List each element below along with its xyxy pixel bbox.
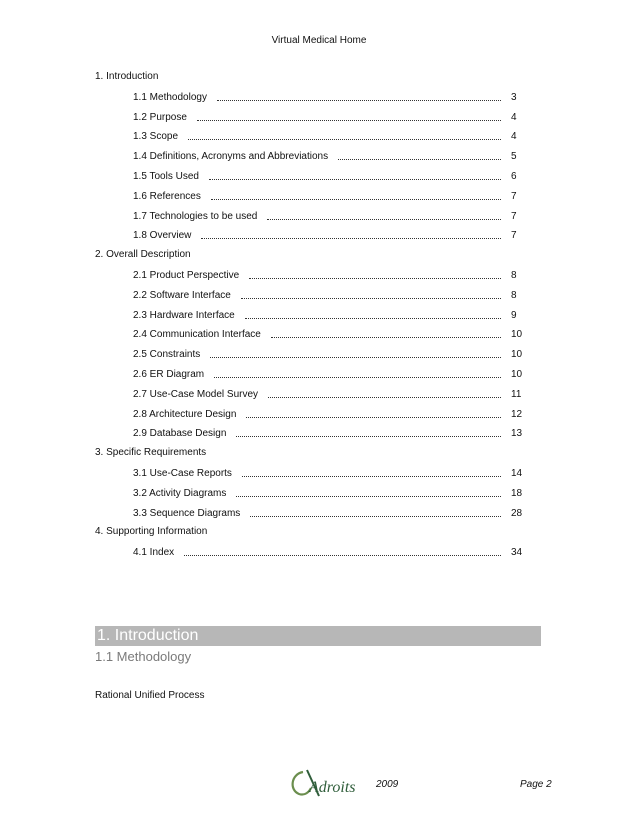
toc-entry[interactable] <box>133 505 529 519</box>
adroits-logo <box>285 766 365 802</box>
toc-entry-label: 2.3 Hardware Interface <box>133 309 235 321</box>
toc-dot-leader <box>249 278 501 279</box>
logo-text: Adroits <box>309 779 356 796</box>
toc-dot-leader <box>268 397 501 398</box>
toc-entry[interactable] <box>133 425 529 439</box>
toc-dot-leader <box>188 139 501 140</box>
toc-entry-page: 12 <box>511 408 523 420</box>
toc-entry-label: 2.5 Constraints <box>133 349 201 361</box>
toc-dot-leader <box>236 496 501 497</box>
toc-entry-page: 8 <box>511 270 517 281</box>
toc-entry[interactable] <box>133 326 529 340</box>
toc-entry-page: 6 <box>511 171 517 182</box>
toc-entry-page: 4 <box>511 131 517 143</box>
toc-entry-page: 7 <box>511 210 517 222</box>
heading-2: 1.1 Methodology <box>95 649 192 664</box>
toc-dot-leader <box>245 318 501 319</box>
toc-entry-page: 9 <box>511 309 517 321</box>
toc-entry-label: 3.3 Sequence Diagrams <box>133 507 241 519</box>
toc-entry-page: 5 <box>511 151 517 163</box>
toc-entry-label: 1.1 Methodology <box>133 91 207 103</box>
heading-1-bar <box>95 626 541 646</box>
toc-dot-leader <box>236 436 501 437</box>
toc-entry-label: 4.1 Index <box>133 547 175 559</box>
toc-entry-label: 1.4 Definitions, Acronyms and Abbreviations <box>133 151 329 163</box>
toc-section-title[interactable]: 1. Introduction <box>95 71 159 82</box>
toc-dot-leader <box>217 100 501 101</box>
toc-entry[interactable] <box>133 148 529 162</box>
toc-entry-label: 2.9 Database Design <box>133 428 227 440</box>
page-header: Virtual Medical Home <box>271 35 367 46</box>
toc-dot-leader <box>241 298 501 299</box>
toc-dot-leader <box>201 238 501 239</box>
toc-section-title[interactable]: 2. Overall Description <box>95 249 191 261</box>
toc-entry-page: 8 <box>511 289 517 301</box>
toc-entry[interactable] <box>133 485 529 499</box>
toc-entry-page: 10 <box>511 369 523 380</box>
toc-entry-label: 1.7 Technologies to be used <box>133 210 258 222</box>
toc-entry-page: 13 <box>511 428 523 440</box>
toc-entry-page: 7 <box>511 190 517 202</box>
toc-entry[interactable] <box>133 287 529 301</box>
toc-dot-leader <box>250 516 501 517</box>
toc-entry-label: 2.4 Communication Interface <box>133 329 261 341</box>
toc-entry-page: 28 <box>511 507 523 519</box>
toc-entry[interactable] <box>133 188 529 202</box>
toc-entry-label: 3.2 Activity Diagrams <box>133 487 227 499</box>
toc-entry-page: 3 <box>511 91 517 103</box>
toc-entry-label: 1.6 References <box>133 190 201 202</box>
toc-entry[interactable] <box>133 128 529 142</box>
toc-dot-leader <box>242 476 501 477</box>
toc-entry-label: 2.2 Software Interface <box>133 289 231 301</box>
toc-entry-label: 3.1 Use-Case Reports <box>133 468 232 479</box>
toc-dot-leader <box>211 199 501 200</box>
toc-entry[interactable] <box>133 544 529 558</box>
toc-entry[interactable] <box>133 168 529 182</box>
toc-dot-leader <box>338 159 501 160</box>
toc-dot-leader <box>214 377 501 378</box>
toc-entry[interactable] <box>133 307 529 321</box>
heading-1: 1. Introduction <box>97 627 199 644</box>
toc-entry-label: 1.3 Scope <box>133 131 179 143</box>
toc-entry[interactable] <box>133 406 529 420</box>
toc-entry[interactable] <box>133 89 529 103</box>
body-text: Rational Unified Process <box>95 690 205 701</box>
toc-entry-label: 2.6 ER Diagram <box>133 369 205 380</box>
toc-entry-page: 11 <box>511 388 522 400</box>
toc-section-title[interactable]: 3. Specific Requirements <box>95 447 207 459</box>
toc-entry[interactable] <box>133 109 529 123</box>
toc-entry[interactable] <box>133 346 529 360</box>
footer-page-number: Page 2 <box>520 779 552 790</box>
toc-entry-label: 1.8 Overview <box>133 230 192 242</box>
toc-entry-page: 4 <box>511 111 517 123</box>
toc-dot-leader <box>246 417 501 418</box>
toc-dot-leader <box>209 179 501 180</box>
toc-entry-page: 34 <box>511 547 523 559</box>
toc-entry[interactable] <box>133 465 529 479</box>
toc-entry-page: 7 <box>511 230 517 242</box>
toc-entry-page: 10 <box>511 329 523 341</box>
toc-section-title[interactable]: 4. Supporting Information <box>95 526 208 538</box>
toc-entry[interactable] <box>133 208 529 222</box>
toc-entry-label: 2.7 Use-Case Model Survey <box>133 388 259 400</box>
toc-entry-page: 10 <box>511 349 523 361</box>
toc-entry-label: 2.8 Architecture Design <box>133 408 237 420</box>
toc-entry[interactable] <box>133 366 529 380</box>
toc-dot-leader <box>184 555 501 556</box>
toc-entry-label: 2.1 Product Perspective <box>133 270 240 281</box>
toc-entry-label: 1.2 Purpose <box>133 111 187 123</box>
toc-entry[interactable] <box>133 386 529 400</box>
toc-entry-page: 18 <box>511 487 523 499</box>
toc-entry-label: 1.5 Tools Used <box>133 171 199 182</box>
toc-dot-leader <box>197 120 501 121</box>
toc-entry-page: 14 <box>511 468 523 479</box>
toc-entry[interactable] <box>133 227 529 241</box>
toc-dot-leader <box>210 357 501 358</box>
toc-dot-leader <box>267 219 501 220</box>
toc-dot-leader <box>271 337 501 338</box>
toc-entry[interactable] <box>133 267 529 281</box>
footer-year: 2009 <box>376 779 399 790</box>
